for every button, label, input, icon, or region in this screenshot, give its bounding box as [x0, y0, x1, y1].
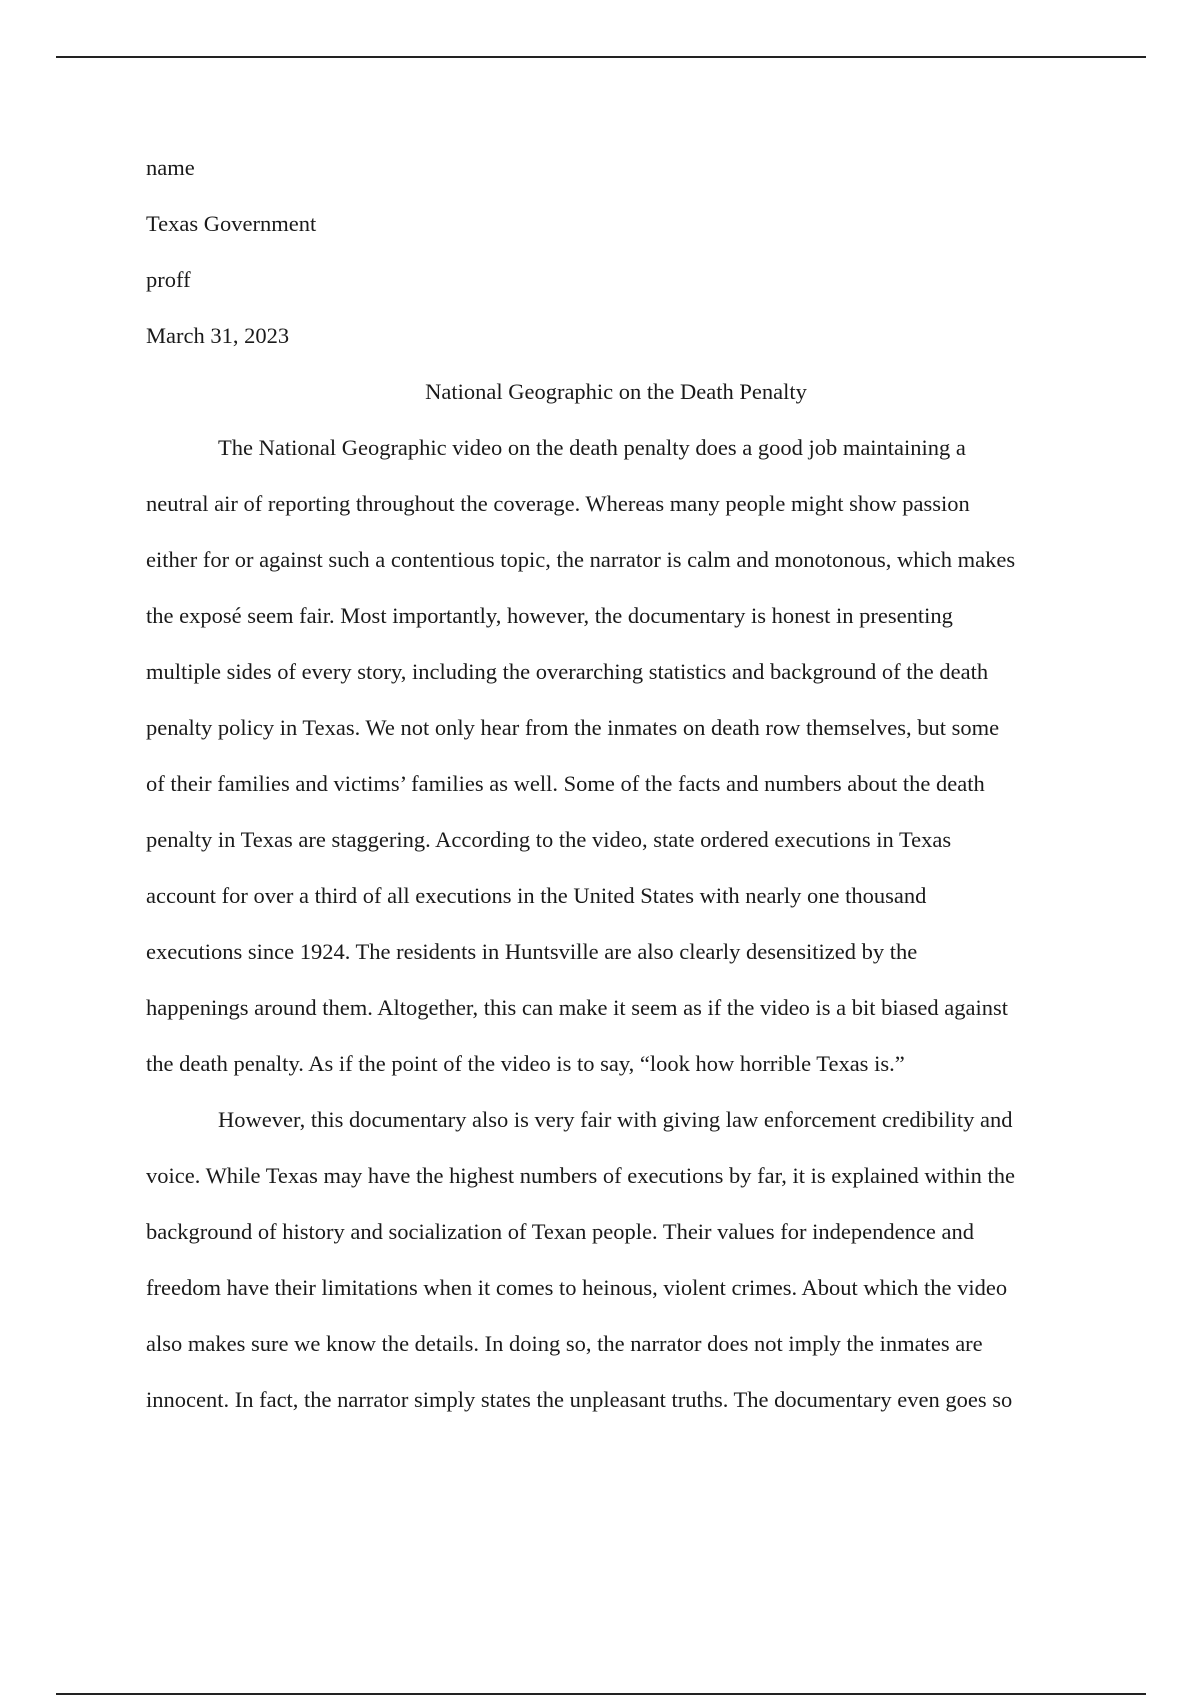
- paragraph-line: of their families and victims’ families as well. Some of the facts and numbers about the death: [146, 771, 985, 796]
- student-name: name: [146, 155, 195, 180]
- paragraph-line: also makes sure we know the details. In doing so, the narrator does not imply the inmates are: [146, 1331, 983, 1356]
- paragraph-line: background of history and socialization of Texan people. Their values for independence and: [146, 1219, 974, 1244]
- paragraph-2: [146, 1092, 1086, 1428]
- paragraph-line: innocent. In fact, the narrator simply states the unpleasant truths. The documentary even goes so: [146, 1387, 1013, 1412]
- bottom-rule: [56, 1693, 1146, 1695]
- top-rule: [56, 56, 1146, 58]
- paragraph-line: the death penalty. As if the point of the video is to say, “look how horrible Texas is.”: [146, 1051, 905, 1076]
- paragraph-line: account for over a third of all executions in the United States with nearly one thousand: [146, 883, 927, 908]
- paragraph-line: penalty in Texas are staggering. According to the video, state ordered executions in Texas: [146, 827, 952, 852]
- paragraph-line: the exposé seem fair. Most importantly, however, the documentary is honest in presenting: [146, 603, 953, 628]
- paragraph-line: neutral air of reporting throughout the coverage. Whereas many people might show passion: [146, 491, 970, 516]
- document-date: March 31, 2023: [146, 323, 290, 348]
- paragraph-line: executions since 1924. The residents in Huntsville are also clearly desensitized by the: [146, 939, 918, 964]
- paragraph-line: However, this documentary also is very fair with giving law enforcement credibility and: [218, 1107, 1013, 1132]
- paragraph-line: happenings around them. Altogether, this can make it seem as if the video is a bit biased against: [146, 995, 1009, 1020]
- paragraph-line: voice. While Texas may have the highest numbers of executions by far, it is explained within the: [146, 1163, 1015, 1188]
- paragraph-line: The National Geographic video on the death penalty does a good job maintaining a: [218, 435, 966, 460]
- paragraph-line: freedom have their limitations when it comes to heinous, violent crimes. About which the video: [146, 1275, 1008, 1300]
- course-name: Texas Government: [146, 211, 317, 236]
- paragraph-line: multiple sides of every story, including the overarching statistics and background of the death: [146, 659, 989, 684]
- paragraph-line: either for or against such a contentious topic, the narrator is calm and monotonous, which makes: [146, 547, 1016, 572]
- paragraph-1: [146, 420, 1086, 1092]
- paragraph-line: penalty policy in Texas. We not only hear from the inmates on death row themselves, but some: [146, 715, 1000, 740]
- document-title: National Geographic on the Death Penalty: [425, 379, 807, 404]
- document-page: [146, 140, 1086, 1428]
- professor-name: proff: [146, 267, 191, 292]
